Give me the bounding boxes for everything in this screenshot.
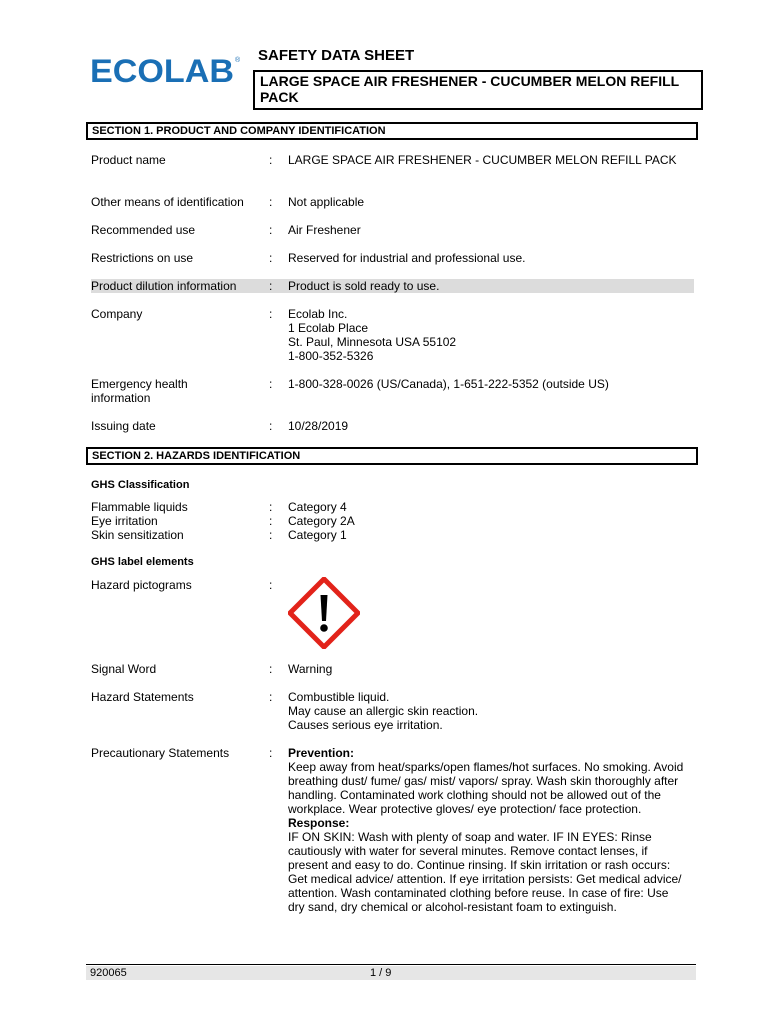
signal-word-label: Signal Word xyxy=(91,662,157,676)
eye-irritation-value: Category 2A xyxy=(288,514,355,528)
hazard-statements-list xyxy=(288,690,693,732)
hazard-statement: May cause an allergic skin reaction. xyxy=(288,704,479,718)
response-heading: Response: xyxy=(288,816,350,830)
exclamation-mark-pictogram-icon xyxy=(288,577,360,649)
product-name-row: Product name : LARGE SPACE AIR FRESHENER - CUCUMBER MELON REFILL PACK xyxy=(91,153,677,167)
ghs-label-elements-heading: GHS label elements xyxy=(91,556,194,568)
ecolab-logo xyxy=(90,54,240,86)
signal-word-value: Warning xyxy=(288,662,333,676)
footer-divider xyxy=(86,964,696,965)
ghs-classification-heading: GHS Classification xyxy=(91,479,190,491)
page-number: 1 / 9 xyxy=(370,967,392,979)
skin-sensitization-value: Category 1 xyxy=(288,528,347,542)
company-line: St. Paul, Minnesota USA 55102 xyxy=(288,335,457,349)
hazard-statement: Causes serious eye irritation. xyxy=(288,718,443,732)
prevention-text: Keep away from heat/sparks/open flames/hot surfaces. No smoking. Avoid breathing dust/ fume/ gas/ mist/ vapors/ spray. Wash skin thoroughly after handling. Contaminated work clothing should not be allowed out of the workplace. Wear protective gloves/ eye protection/ face protection. xyxy=(288,760,684,816)
product-name-value: LARGE SPACE AIR FRESHENER - CUCUMBER MELON REFILL PACK xyxy=(288,153,677,167)
hazard-statement: Combustible liquid. xyxy=(288,690,390,704)
company-line: 1 Ecolab Place xyxy=(288,321,369,335)
dilution-label: Product dilution information xyxy=(91,279,237,293)
other-means-value: Not applicable xyxy=(288,195,365,209)
restrictions-label: Restrictions on use xyxy=(91,251,194,265)
flammable-value: Category 4 xyxy=(288,500,347,514)
company-address xyxy=(288,307,693,363)
product-title: LARGE SPACE AIR FRESHENER - CUCUMBER MELON REFILL PACK xyxy=(253,70,703,110)
product-name-label: Product name xyxy=(91,153,166,167)
document-number: 920065 xyxy=(90,967,127,979)
issuing-date-value: 10/28/2019 xyxy=(288,419,349,433)
dilution-row: Product dilution information : Product is sold ready to use. xyxy=(91,279,694,293)
emergency-value: 1-800-328-0026 (US/Canada), 1-651-222-5352 (outside US) xyxy=(288,377,609,391)
eye-irritation-label: Eye irritation xyxy=(91,514,158,528)
section-2-heading: SECTION 2. HAZARDS IDENTIFICATION xyxy=(86,447,698,465)
restrictions-value: Reserved for industrial and professional use. xyxy=(288,251,526,265)
response-text: IF ON SKIN: Wash with plenty of soap and water. IF IN EYES: Rinse cautiously with water for several minutes. Remove contact lenses, if present and easy to do. Continue rinsing. If skin irritation or rash occurs: Get medical advice/ attention. If eye irritation persists: Get medical advice/ attention. Wash contaminated clothing before reuse. In case of fire: Use dry sand, dry chemical or alcohol-resistant foam to extinguish. xyxy=(288,830,682,914)
recommended-use-label: Recommended use xyxy=(91,223,196,237)
document-type: SAFETY DATA SHEET xyxy=(258,47,415,64)
company-line: Ecolab Inc. xyxy=(288,307,348,321)
section-1-heading: SECTION 1. PRODUCT AND COMPANY IDENTIFICATION xyxy=(86,122,698,140)
company-line: 1-800-352-5326 xyxy=(288,349,374,363)
prevention-heading: Prevention: xyxy=(288,746,355,760)
precautionary-statements xyxy=(288,746,688,914)
skin-sensitization-label: Skin sensitization xyxy=(91,528,184,542)
company-label: Company xyxy=(91,307,143,321)
issuing-date-label: Issuing date xyxy=(91,419,156,433)
logo-text: ECOLAB xyxy=(90,54,234,86)
precautionary-label: Precautionary Statements xyxy=(91,746,230,760)
footer xyxy=(86,966,696,980)
other-means-label: Other means of identification xyxy=(91,195,244,209)
flammable-label: Flammable liquids xyxy=(91,500,188,514)
hazard-statements-label: Hazard Statements xyxy=(91,690,194,704)
dilution-value: Product is sold ready to use. xyxy=(288,279,440,293)
emergency-label: Emergency health information xyxy=(91,377,188,405)
svg-text:®: ® xyxy=(235,57,240,64)
pictograms-label: Hazard pictograms xyxy=(91,578,192,592)
recommended-use-value: Air Freshener xyxy=(288,223,361,237)
